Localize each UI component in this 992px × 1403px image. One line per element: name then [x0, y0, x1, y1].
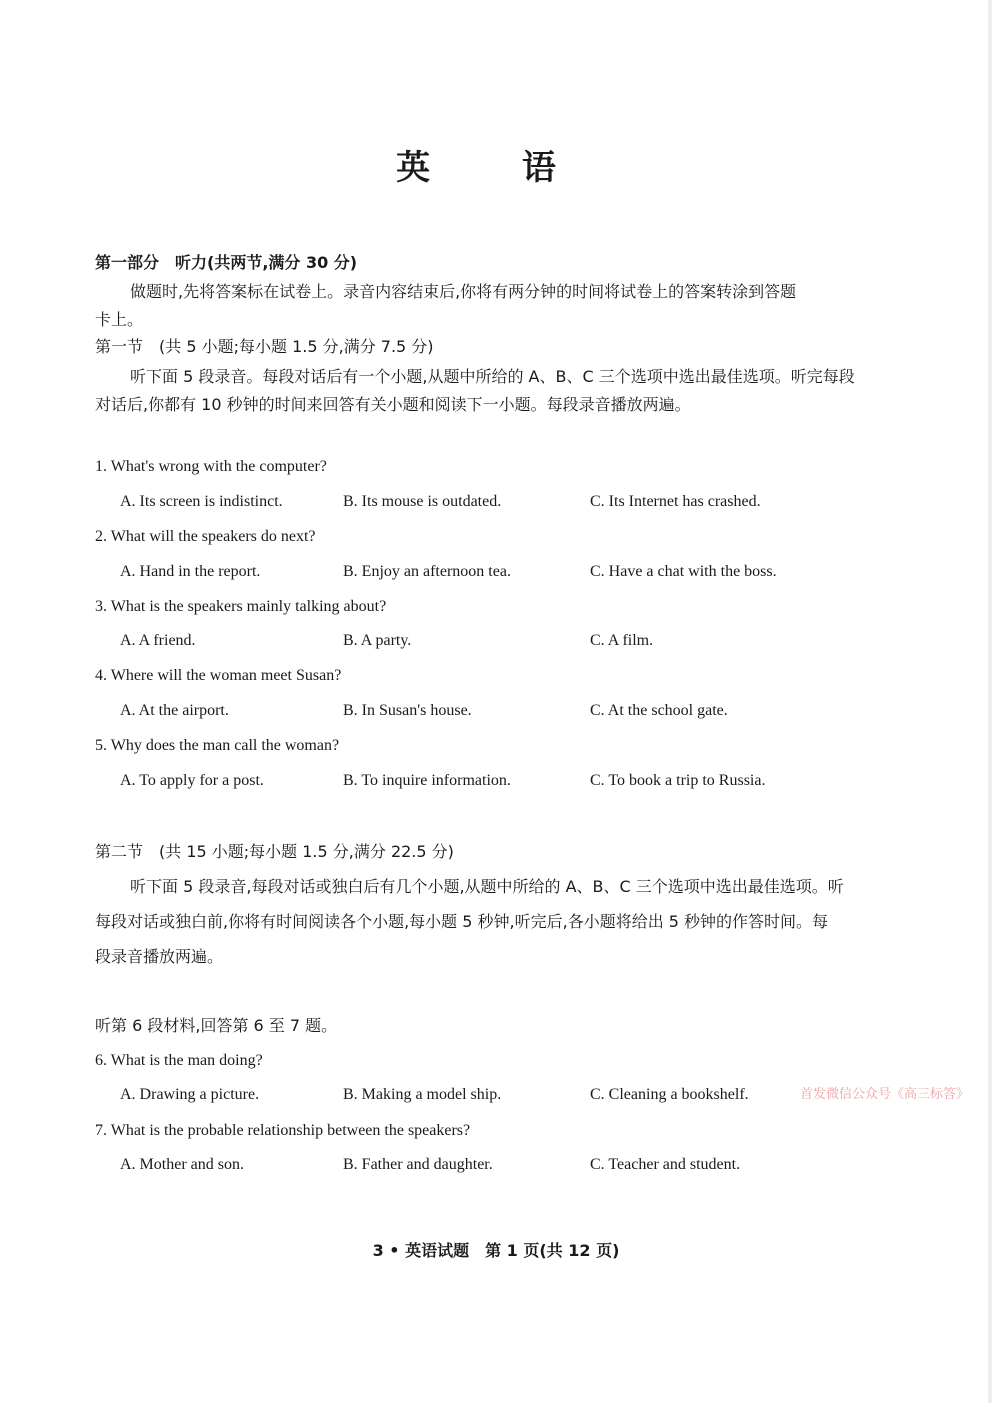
part1-instruction-cont: 卡上。: [95, 310, 144, 329]
section1-instruction-cont: 对话后,你都有 10 秒钟的时间来回答有关小题和阅读下一小题。每段录音播放两遍。: [95, 395, 691, 414]
section2-instruction: 听下面 5 段录音,每段对话或独白后有几个小题,从题中所给的 A、B、C 三个选项中选出最佳选项。听: [130, 877, 844, 896]
page-title: 英 语: [396, 148, 596, 188]
option-c: C. At the school gate.: [590, 702, 728, 719]
material-heading: 听第 6 段材料,回答第 6 至 7 题。: [95, 1016, 338, 1035]
option-b: B. A party.: [343, 632, 412, 649]
option-a: A. Drawing a picture.: [120, 1086, 260, 1103]
part1-instruction: 做题时,先将答案标在试卷上。录音内容结束后,你将有两分钟的时间将试卷上的答案转涂到答题: [130, 282, 797, 301]
question-text: 4. Where will the woman meet Susan?: [95, 667, 342, 684]
option-c: C. To book a trip to Russia.: [590, 772, 766, 789]
section2-heading: 第二节 (共 15 小题;每小题 1.5 分,满分 22.5 分): [95, 842, 454, 861]
option-b: B. To inquire information.: [343, 772, 511, 789]
section1-instruction: 听下面 5 段录音。每段对话后有一个小题,从题中所给的 A、B、C 三个选项中选出最佳选项。听完每段: [130, 367, 855, 386]
option-a: A. A friend.: [120, 632, 196, 649]
option-a: A. At the airport.: [120, 702, 229, 719]
option-a: A. Its screen is indistinct.: [120, 493, 283, 510]
watermark: 首发微信公众号《高三标答》: [800, 1087, 970, 1102]
option-b: B. Enjoy an afternoon tea.: [343, 563, 511, 580]
option-c: C. A film.: [590, 632, 654, 649]
option-b: B. Its mouse is outdated.: [343, 493, 502, 510]
option-c: C. Its Internet has crashed.: [590, 493, 761, 510]
question-text: 1. What's wrong with the computer?: [95, 458, 327, 475]
option-c: C. Cleaning a bookshelf.: [590, 1086, 749, 1103]
option-a: A. Mother and son.: [120, 1156, 244, 1173]
option-a: A. To apply for a post.: [120, 772, 264, 789]
section2-instruction-end: 段录音播放两遍。: [95, 947, 224, 966]
part1-heading: 第一部分 听力(共两节,满分 30 分): [95, 253, 358, 272]
question-text: 7. What is the probable relationship between the speakers?: [95, 1122, 471, 1139]
option-b: B. Making a model ship.: [343, 1086, 502, 1103]
option-b: B. Father and daughter.: [343, 1156, 493, 1173]
section2-instruction-cont: 每段对话或独白前,你将有时间阅读各个小题,每小题 5 秒钟,听完后,各小题将给出 5 秒钟的作答时间。每: [95, 912, 829, 931]
question-text: 6. What is the man doing?: [95, 1052, 263, 1069]
question-text: 3. What is the speakers mainly talking about?: [95, 598, 387, 615]
page-edge: [988, 0, 992, 1403]
option-c: C. Teacher and student.: [590, 1156, 741, 1173]
section1-heading: 第一节 (共 5 小题;每小题 1.5 分,满分 7.5 分): [95, 337, 434, 356]
question-text: 2. What will the speakers do next?: [95, 528, 316, 545]
option-c: C. Have a chat with the boss.: [590, 563, 777, 580]
question-text: 5. Why does the man call the woman?: [95, 737, 340, 754]
option-b: B. In Susan's house.: [343, 702, 472, 719]
page-footer: 3 • 英语试题 第 1 页(共 12 页): [372, 1241, 620, 1260]
option-a: A. Hand in the report.: [120, 563, 261, 580]
